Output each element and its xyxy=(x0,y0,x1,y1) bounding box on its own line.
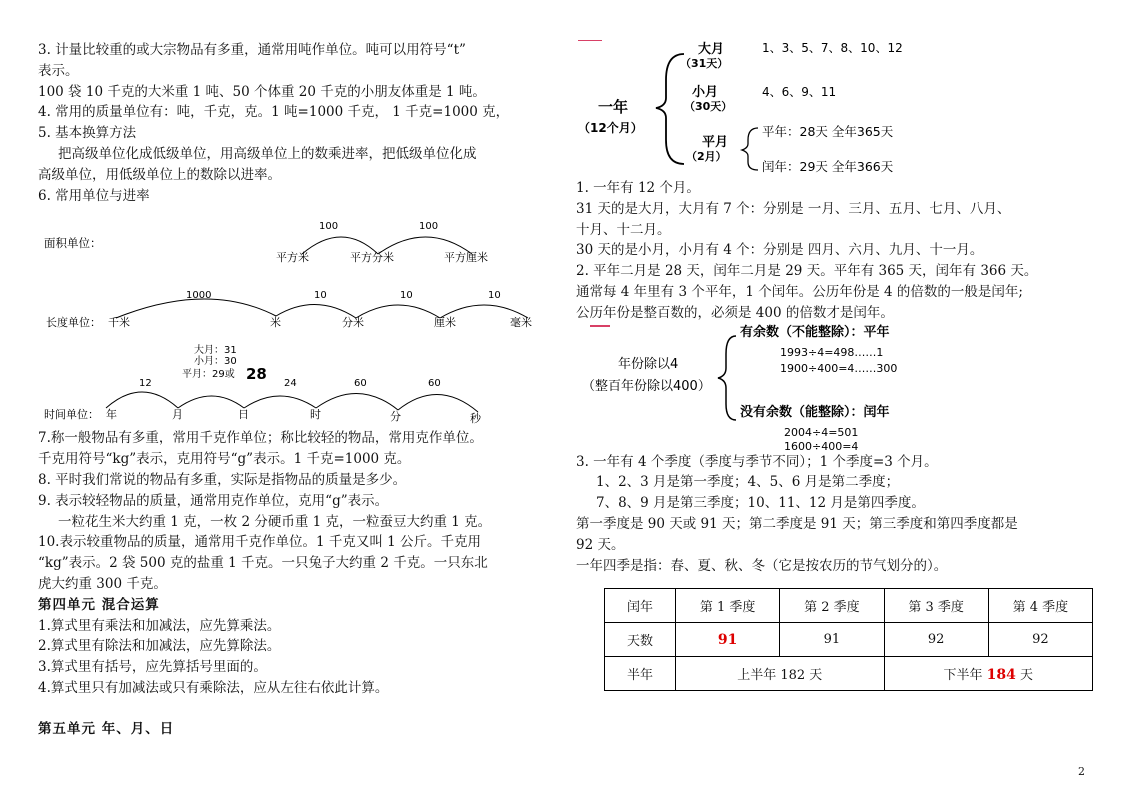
length-unit: 米 xyxy=(270,316,281,330)
length-rate: 10 xyxy=(488,290,501,302)
time-arc xyxy=(178,396,244,408)
brace xyxy=(742,128,758,170)
time-arc xyxy=(106,392,178,408)
time-note: 小月：30 xyxy=(194,356,237,368)
section-heading: 第五单元 年、月、日 xyxy=(38,720,175,737)
text-line: 31 天的是大月，大月有 7 个：分别是 一月、三月、五月、七月、八月、 xyxy=(576,200,1011,217)
left-column xyxy=(38,40,550,740)
remainder-label: 有余数（不能整除）：平年 xyxy=(740,324,890,340)
table-header: 第 4 季度 xyxy=(988,589,1092,623)
second-half-unit: 天 xyxy=(1015,668,1033,683)
text-line: 4.算式里只有加减法或只有乘除法，应从左往右依此计算。 xyxy=(38,679,389,696)
brace xyxy=(656,54,684,164)
table-cell: 半年 xyxy=(605,657,676,691)
text-line: 2. 平年二月是 28 天，闰年二月是 29 天。平年有 365 天，闰年有 366 天。 xyxy=(576,263,1038,280)
time-note: 大月：31 xyxy=(194,345,237,357)
text-line: 十月、十二月。 xyxy=(576,221,671,238)
table-row xyxy=(605,589,1093,623)
no-remainder-label: 没有余数（能整除）：闰年 xyxy=(740,404,890,420)
text-line: 通常每 4 年里有 3 个平年，1 个闰年。公历年份是 4 的倍数的一般是闰年; xyxy=(576,283,1023,300)
table-header: 第 1 季度 xyxy=(676,589,780,623)
length-unit: 毫米 xyxy=(510,316,532,330)
area-unit: 平方分米 xyxy=(350,251,394,265)
text-line: 虎大约重 300 千克。 xyxy=(38,575,167,592)
time-unit: 秒 xyxy=(470,412,481,426)
text-line: 把高级单位化成低级单位，用高级单位上的数乘进率，把低级单位化成 xyxy=(58,145,477,162)
area-unit: 平方米 xyxy=(276,251,309,265)
text-line: 100 袋 10 千克的大米重 1 吨、50 个体重 20 千克的小朋友体重是 1 吨。 xyxy=(38,83,486,100)
table-cell: 91 xyxy=(780,623,884,657)
table-cell xyxy=(884,657,1093,691)
text-line: 7、8、9 月是第三季度；10、11、12 月是第四季度。 xyxy=(596,495,925,512)
big-month-sub: （31天） xyxy=(680,57,729,70)
time-rate: 12 xyxy=(139,378,152,390)
area-unit: 平方厘米 xyxy=(444,251,488,265)
page-number: 2 xyxy=(1078,765,1085,778)
time-arc xyxy=(244,396,316,408)
table-row xyxy=(605,623,1093,657)
unit-conversion-diagram xyxy=(38,206,550,428)
year-sub: （12个月） xyxy=(578,121,643,135)
text-line: 3.算式里有括号，应先算括号里面的。 xyxy=(38,659,267,676)
text-line: 2.算式里有除法和加减法，应先算除法。 xyxy=(38,638,281,655)
time-note: 28 xyxy=(246,365,267,384)
table-row xyxy=(605,657,1093,691)
text-line: 8. 平时我们常说的物品有多重，实际是指物品的质量是多少。 xyxy=(38,471,407,488)
text-line: 9. 表示较轻物品的质量，通常用克作单位，克用“g”表示。 xyxy=(38,492,389,509)
table-header: 闰年 xyxy=(605,589,676,623)
text-line: 一年四季是指：春、夏、秋、冬（它是按农历的节气划分的）。 xyxy=(576,557,948,574)
common-year: 平年：28天 全年365天 xyxy=(762,124,894,139)
time-rate: 60 xyxy=(428,378,441,390)
time-arc xyxy=(316,394,398,411)
divide-label: 年份除以4 xyxy=(618,356,679,372)
remainder-eq: 1993÷4=498……1 xyxy=(780,345,884,359)
time-rate: 24 xyxy=(284,378,297,390)
length-rate: 10 xyxy=(314,290,327,302)
text-line: 千克用符号“kg”表示，克用符号“g”表示。1 千克=1000 克。 xyxy=(38,451,411,468)
big-month-label: 大月 xyxy=(698,42,725,57)
feb-label: 平月 xyxy=(702,135,729,150)
feb-sub: （2月） xyxy=(686,150,727,163)
leap-year-diagram xyxy=(576,324,1096,452)
section-heading: 第四单元 混合运算 xyxy=(38,596,160,613)
remainder-eq: 1900÷400=4……300 xyxy=(780,361,898,375)
text-line: 3. 一年有 4 个季度（季度与季节不同）；1 个季度=3 个月。 xyxy=(576,453,938,470)
length-unit: 分米 xyxy=(342,316,364,330)
text-line: 公历年份是整百数的，必须是 400 的倍数才是闰年。 xyxy=(576,304,894,321)
text-line: 92 天。 xyxy=(576,536,625,553)
table-cell: 天数 xyxy=(605,623,676,657)
length-arc xyxy=(356,305,440,318)
text-line: 第一季度是 90 天或 91 天；第二季度是 91 天；第三季度和第四季度都是 xyxy=(576,515,1018,532)
time-arc xyxy=(398,395,478,413)
divide-sub: （整百年份除以400） xyxy=(582,378,711,394)
table-cell: 92 xyxy=(884,623,988,657)
length-rate: 1000 xyxy=(186,290,212,302)
text-line: 30 天的是小月，小月有 4 个：分别是 四月、六月、九月、十一月。 xyxy=(576,242,984,259)
text-line: 高级单位，用低级单位上的数除以进率。 xyxy=(38,166,281,183)
table-cell: 92 xyxy=(988,623,1092,657)
text-line: 表示。 xyxy=(38,62,79,79)
no-remainder-eq: 1600÷400=4 xyxy=(784,439,859,452)
small-month-list: 4、6、9、11 xyxy=(762,85,837,99)
text-line: 7.称一般物品有多重，常用千克作单位；称比较轻的物品，常用克作单位。 xyxy=(38,430,483,447)
second-half-days: 184 xyxy=(986,667,1016,683)
big-month-list: 1、3、5、7、8、10、12 xyxy=(762,41,903,55)
months-diagram xyxy=(576,40,1096,178)
text-line: 3. 计量比较重的或大宗物品有多重，通常用吨作单位。吨可以用符号“t” xyxy=(38,42,466,58)
time-note: 平月：29或 xyxy=(182,369,235,381)
small-month-sub: （30天） xyxy=(684,100,733,113)
text-line: 1.算式里有乘法和加减法，应先算乘法。 xyxy=(38,617,281,634)
area-rate: 100 xyxy=(319,221,339,233)
brace xyxy=(718,336,736,420)
text-line: 10.表示较重物品的质量，通常用千克作单位。1 千克又叫 1 公斤。千克用 xyxy=(38,534,482,551)
year-label: 一年 xyxy=(598,98,629,116)
text-line: 一粒花生米大约重 1 克，一枚 2 分硬币重 1 克，一粒蚕豆大约重 1 克。 xyxy=(58,513,492,530)
text-line: “kg”表示。2 袋 500 克的盐重 1 千克。一只兔子大约重 2 千克。一只东北 xyxy=(38,555,488,572)
length-rate: 10 xyxy=(400,290,413,302)
area-label: 面积单位： xyxy=(44,236,102,251)
length-unit: 千米 xyxy=(108,316,130,330)
time-unit: 年 xyxy=(106,408,117,422)
table-cell-highlight: 91 xyxy=(676,623,780,657)
length-arc xyxy=(116,299,276,318)
small-month-label: 小月 xyxy=(692,85,719,100)
no-remainder-eq: 2004÷4=501 xyxy=(784,425,859,439)
table-header: 第 3 季度 xyxy=(884,589,988,623)
text-line: 4. 常用的质量单位有：吨，千克，克。1 吨=1000 千克， 1 千克=1000 克， xyxy=(38,104,510,121)
text-line: 1、2、3 月是第一季度；4、5、6 月是第二季度； xyxy=(596,474,900,491)
leap-year: 闰年：29天 全年366天 xyxy=(762,159,894,174)
time-rate: 60 xyxy=(354,378,367,390)
right-column xyxy=(576,40,1096,576)
time-unit: 月 xyxy=(172,408,183,422)
time-label: 时间单位： xyxy=(44,408,99,422)
length-unit: 厘米 xyxy=(434,316,456,330)
table-header: 第 2 季度 xyxy=(780,589,884,623)
second-half-text: 下半年 xyxy=(943,668,987,683)
time-unit: 时 xyxy=(310,408,321,422)
text-line: 1. 一年有 12 个月。 xyxy=(576,180,700,196)
table-cell: 上半年 182 天 xyxy=(676,657,885,691)
area-rate: 100 xyxy=(419,221,439,233)
time-unit: 日 xyxy=(238,408,249,422)
text-line: 5. 基本换算方法 xyxy=(38,125,137,142)
text-line: 6. 常用单位与进率 xyxy=(38,187,150,204)
time-unit: 分 xyxy=(390,410,401,424)
quarter-table xyxy=(604,588,1093,691)
length-label: 长度单位： xyxy=(46,316,101,330)
